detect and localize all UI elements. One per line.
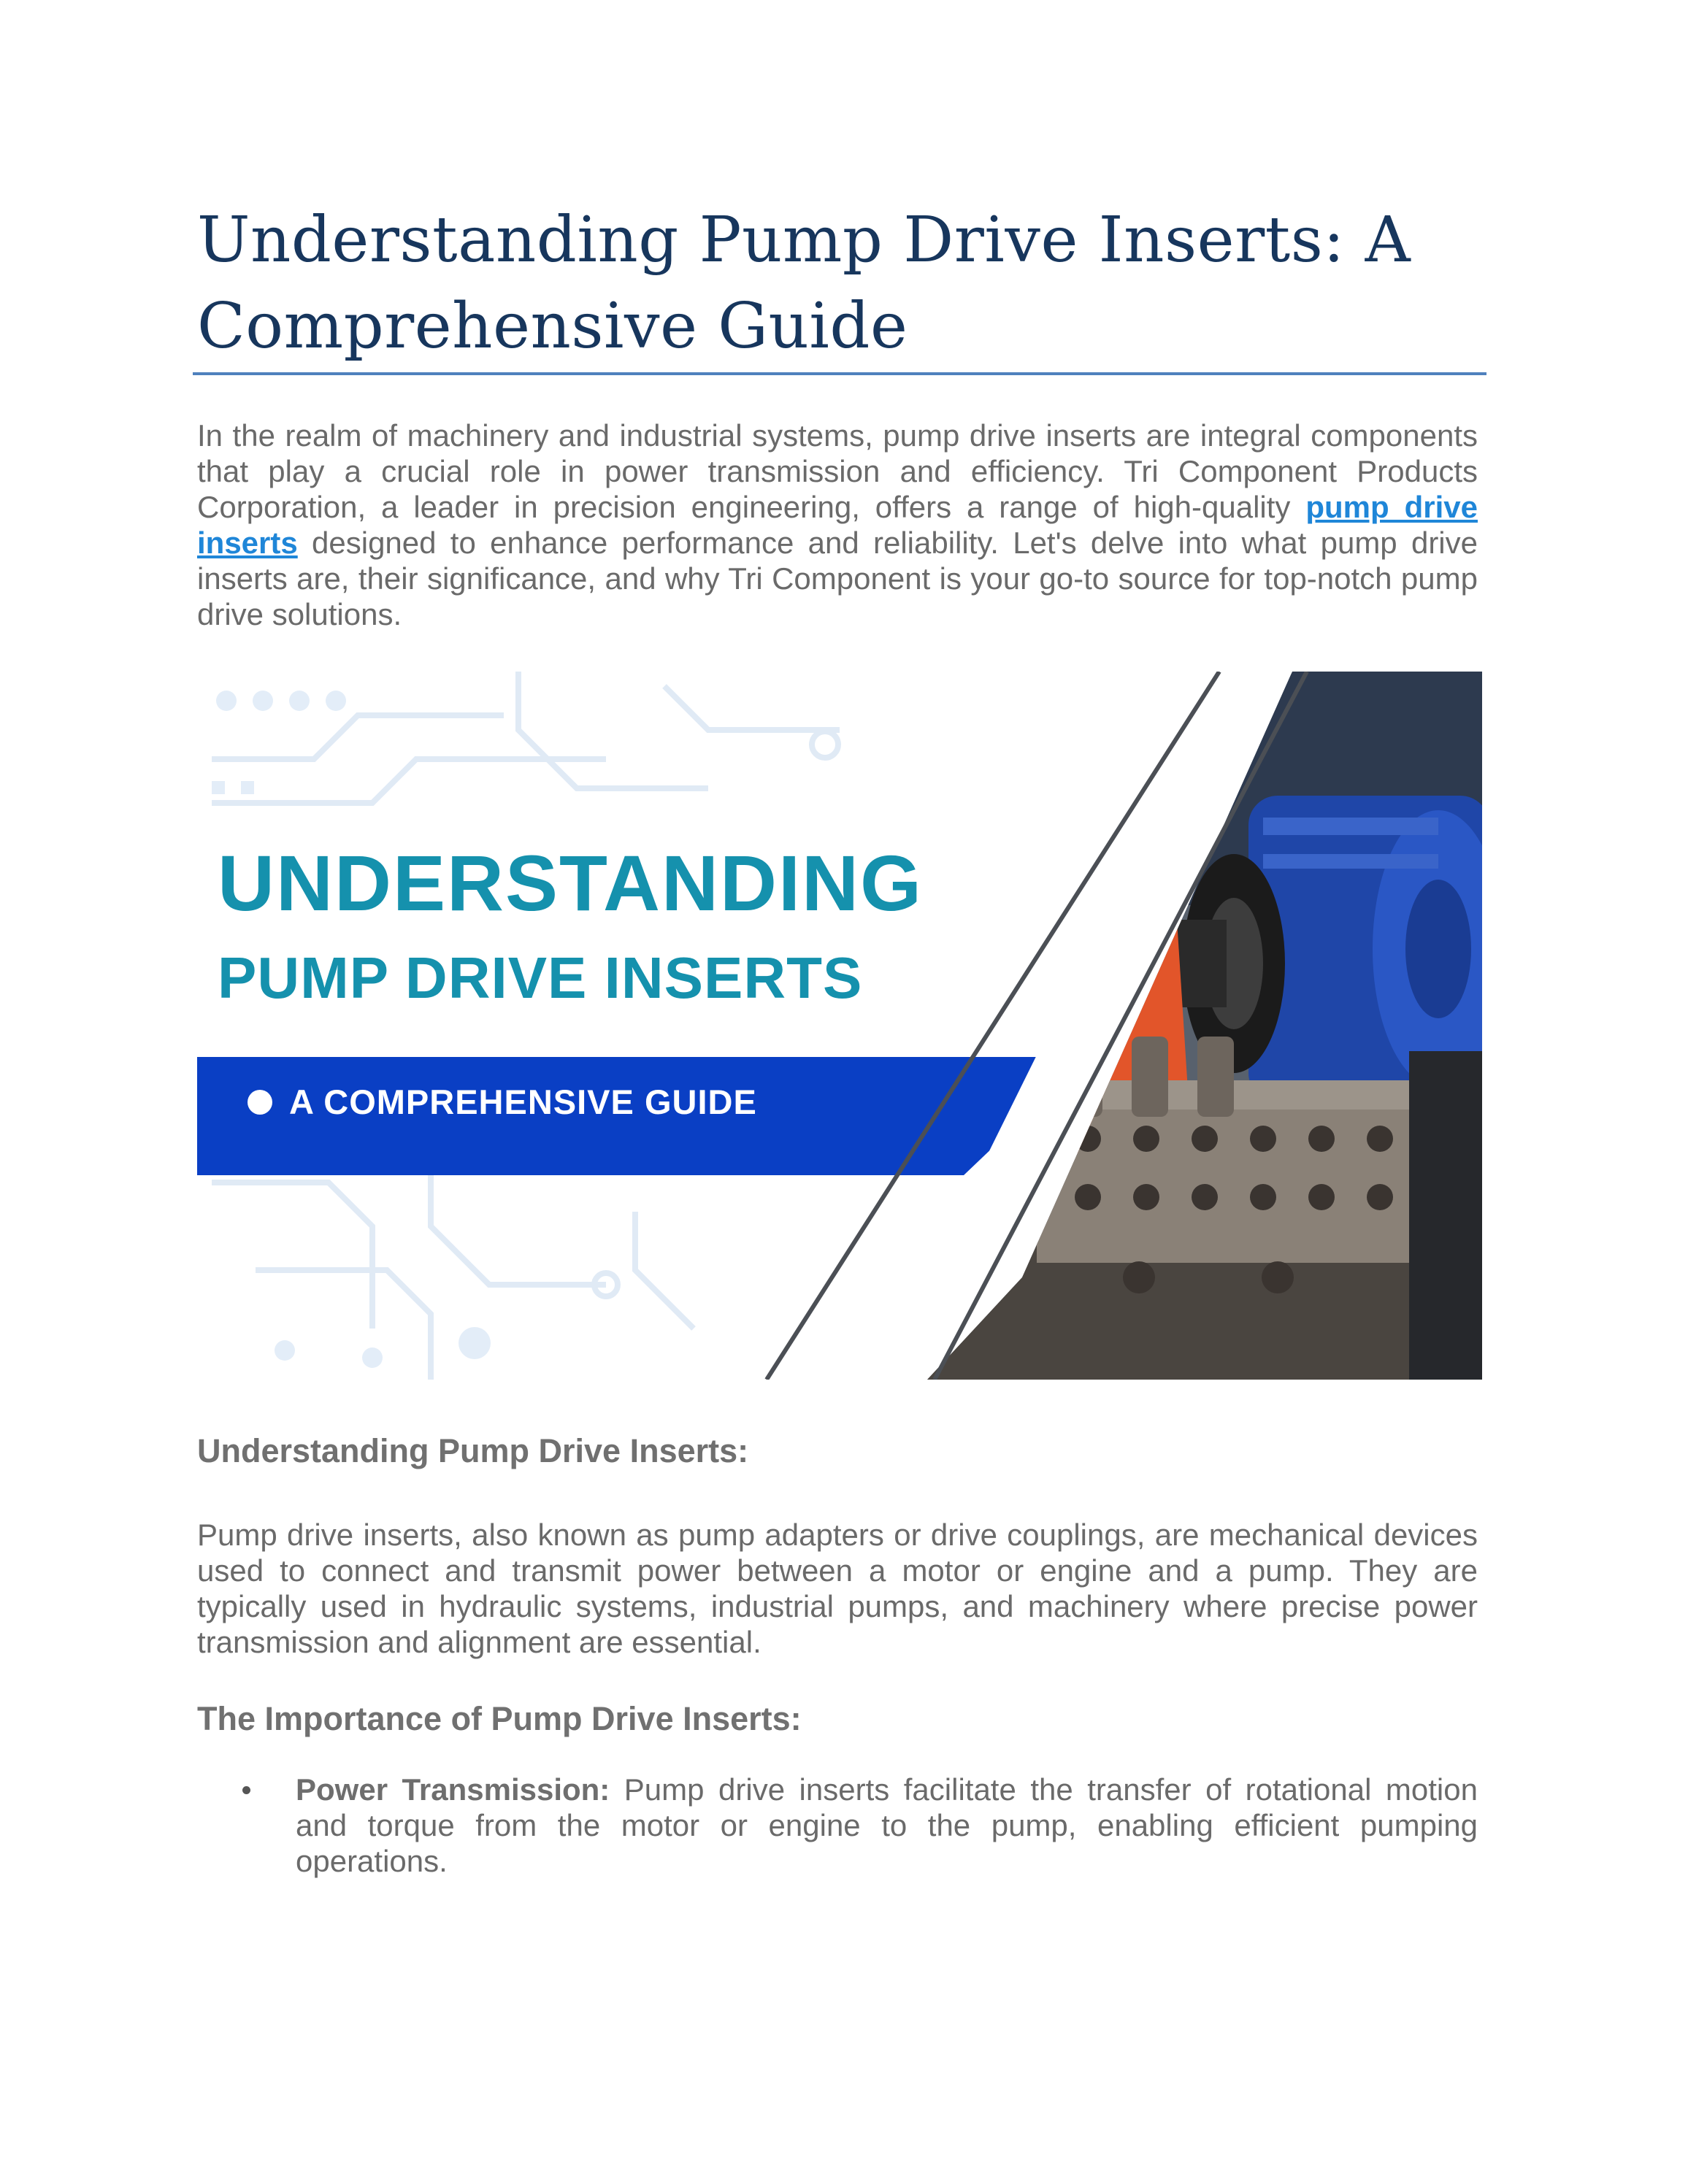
guide-banner-image xyxy=(197,672,1482,1380)
intro-text-after: designed to enhance performance and reliability. Let's delve into what pump drive inserts are, their significance, and why Tri Component is your go-to source for top-notch pump drive solutions. xyxy=(197,526,1478,631)
intro-paragraph xyxy=(197,418,1478,632)
importance-bullet-list xyxy=(197,1772,1478,1879)
pump-drive-inserts-link[interactable]: pump drive inserts xyxy=(197,490,1478,560)
banner-artwork xyxy=(197,672,1482,1380)
banner-heading-line2: PUMP DRIVE INSERTS xyxy=(218,945,863,1010)
list-item xyxy=(197,1772,1478,1879)
banner-heading-line1: UNDERSTANDING xyxy=(218,839,923,927)
title-divider xyxy=(193,372,1486,375)
band-bullet-icon xyxy=(248,1090,272,1115)
bullet-label: Power Transmission: xyxy=(296,1772,610,1807)
document-title: Understanding Pump Drive Inserts: A Comprehensive Guide xyxy=(197,204,1411,363)
intro-text-before: In the realm of machinery and industrial systems, pump drive inserts are integral components that play a crucial role in power transmission and efficiency. Tri Component Products Corporation, a leader in precision engineering, offers a range of high-quality xyxy=(197,418,1478,524)
section-heading-understanding: Understanding Pump Drive Inserts: xyxy=(197,1432,749,1469)
bullet-dot-icon xyxy=(242,1786,250,1794)
banner-band-text: A COMPREHENSIVE GUIDE xyxy=(289,1083,757,1121)
section-heading-importance: The Importance of Pump Drive Inserts: xyxy=(197,1700,802,1737)
section-paragraph-understanding: Pump drive inserts, also known as pump adapters or drive couplings, are mechanical devices used to connect and transmit power between a motor or engine and a pump. They are typically used in hydraulic systems, industrial pumps, and machinery where precise power transmission and alignment are essential. xyxy=(197,1518,1478,1659)
bullet-text: Pump drive inserts facilitate the transfer of rotational motion and torque from the motor or engine to the pump, enabling efficient pumping operations. xyxy=(296,1772,1478,1878)
